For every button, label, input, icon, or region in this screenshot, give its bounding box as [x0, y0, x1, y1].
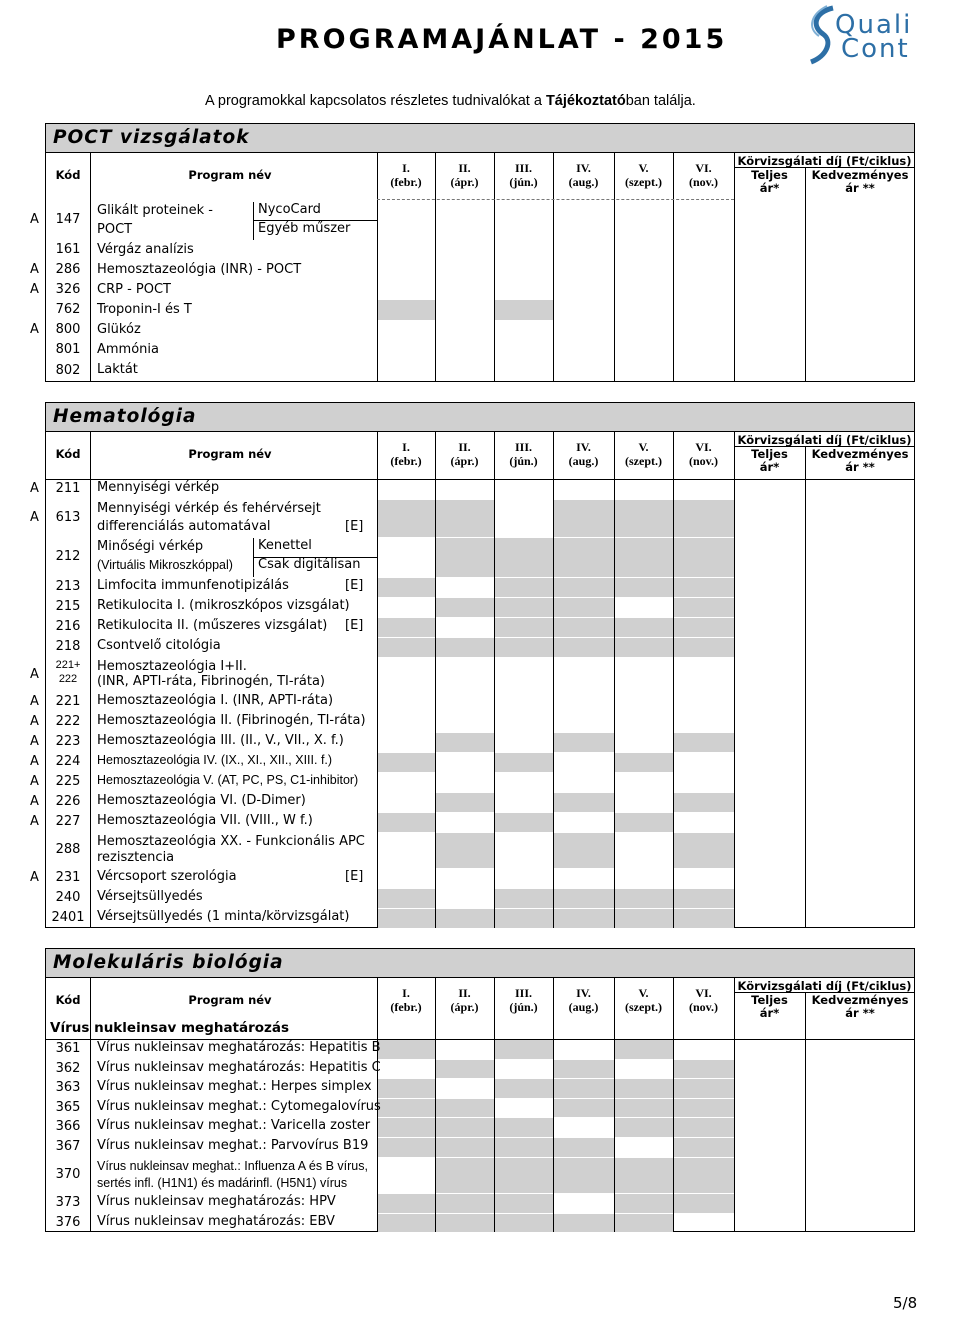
- row-name-line2: (INR, APTI-ráta, Fibrinogén, TI-ráta): [97, 674, 325, 689]
- grid-vline: [494, 432, 495, 928]
- column-header-period-num: IV.: [576, 986, 591, 1000]
- row-name: Mennyiségi vérkép és fehérvérsejt: [97, 501, 321, 516]
- unavailable-cell: [615, 618, 673, 637]
- column-header-full-price: ár*: [759, 1006, 780, 1020]
- row-marker: A: [30, 734, 39, 749]
- row-name: Hemosztazeológia V. (AT, PC, PS, C1-inhibitor): [97, 773, 359, 787]
- column-header-period-num: II.: [458, 161, 471, 175]
- unavailable-cell: [378, 753, 435, 772]
- row-code: 286: [55, 262, 81, 277]
- grid-vline: [494, 153, 495, 382]
- unavailable-cell: [436, 1099, 494, 1117]
- unavailable-cell: [674, 733, 734, 752]
- grid-vline: [805, 992, 806, 1232]
- unavailable-cell: [378, 618, 435, 637]
- row-code: 221: [55, 694, 81, 709]
- row-marker: A: [30, 322, 39, 337]
- row-marker: A: [30, 794, 39, 809]
- row-name: Hemosztazeológia I+II.: [97, 659, 247, 674]
- row-code: 366: [55, 1119, 81, 1134]
- row-name-line2: rezisztencia: [97, 850, 175, 865]
- group-header: Vírus nukleinsav meghatározás: [50, 1020, 290, 1036]
- column-header-period-num: V.: [638, 440, 649, 454]
- column-header-fee: Körvizsgálati díj (Ft/ciklus): [737, 154, 912, 168]
- qualicont-logo: [805, 4, 925, 66]
- row-code: 361: [55, 1041, 81, 1056]
- unavailable-cell: [615, 1214, 673, 1232]
- column-header-period-month: (szept.): [625, 454, 662, 468]
- grid-hline: [734, 992, 915, 993]
- row-code: 216: [55, 619, 81, 634]
- grid-vline: [734, 153, 735, 382]
- column-header-period-month: (aug.): [568, 1000, 599, 1014]
- row-code: 801: [55, 342, 81, 357]
- row-option: NycoCard: [253, 202, 349, 221]
- grid-vline: [553, 153, 554, 382]
- row-marker: A: [30, 262, 39, 277]
- row-name: Vércsoport szerológia: [97, 869, 237, 884]
- unavailable-cell: [674, 618, 734, 637]
- row-name: Vírus nukleinsav meghatározás: EBV: [97, 1213, 335, 1229]
- column-header-period-month: (jún.): [509, 454, 538, 468]
- row-tag-e: [E]: [345, 578, 364, 593]
- unavailable-cell: [495, 578, 553, 597]
- unavailable-cell: [378, 500, 435, 537]
- unavailable-cell: [436, 833, 494, 868]
- row-name: Hemosztazeológia VI. (D-Dimer): [97, 793, 306, 808]
- column-header-period-num: I.: [402, 440, 410, 454]
- unavailable-cell: [436, 793, 494, 812]
- section-title-bar: [46, 403, 914, 432]
- unavailable-cell: [436, 598, 494, 617]
- unavailable-cell: [674, 638, 734, 657]
- unavailable-cell: [554, 909, 614, 928]
- row-code: 367: [55, 1139, 81, 1154]
- row-code: 373: [55, 1195, 81, 1210]
- unavailable-cell: [674, 1138, 734, 1157]
- column-header-discount-price: ár **: [845, 181, 875, 195]
- unavailable-cell: [436, 1214, 494, 1232]
- grid-vline: [673, 153, 674, 382]
- grid-vline: [805, 167, 806, 382]
- unavailable-cell: [615, 500, 673, 537]
- unavailable-cell: [674, 538, 734, 577]
- section-title: Molekuláris biológia: [53, 952, 284, 973]
- column-header-full-price: Teljes: [751, 993, 788, 1007]
- unavailable-cell: [436, 909, 494, 928]
- unavailable-cell: [378, 1040, 435, 1059]
- unavailable-cell: [495, 638, 553, 657]
- unavailable-cell: [378, 813, 435, 832]
- row-name: Hemosztazeológia VII. (VIII., W f.): [97, 813, 313, 828]
- column-header-period-month: (jún.): [509, 175, 538, 189]
- row-code: 147: [55, 212, 81, 227]
- row-code: 161: [55, 242, 81, 257]
- grid-vline: [734, 432, 735, 928]
- unavailable-cell: [495, 909, 553, 928]
- row-name-line2: sertés infl. (H1N1) és madárinfl. (H5N1) vírus: [97, 1176, 348, 1190]
- row-name: Vírus nukleinsav meghat.: Varicella zoster: [97, 1118, 371, 1133]
- grid-vline: [377, 153, 378, 382]
- row-marker: A: [30, 714, 39, 729]
- section-title-bar: [46, 949, 914, 978]
- unavailable-cell: [554, 833, 614, 868]
- row-name: Vírus nukleinsav meghat.: Influenza A és B vírus,: [97, 1159, 368, 1173]
- logo-text-cont: Cont: [841, 34, 910, 64]
- unavailable-cell: [436, 733, 494, 752]
- unavailable-cell: [495, 1138, 553, 1157]
- row-code-line2: 222: [58, 673, 78, 685]
- unavailable-cell: [615, 578, 673, 597]
- unavailable-cell: [674, 1118, 734, 1137]
- row-code: 288: [55, 842, 81, 857]
- row-code: 365: [55, 1099, 81, 1115]
- column-header-discount-price: ár **: [845, 1006, 875, 1020]
- column-header-period-month: (aug.): [568, 175, 599, 189]
- grid-hline: [734, 446, 915, 447]
- row-code: 226: [55, 794, 81, 809]
- unavailable-cell: [615, 1079, 673, 1098]
- unavailable-cell: [554, 578, 614, 597]
- row-marker: A: [30, 510, 39, 525]
- column-header-period-num: II.: [458, 440, 471, 454]
- column-header-discount-price: Kedvezményes: [811, 993, 909, 1007]
- row-name: Hemosztazeológia IV. (IX., XI., XII., XIII. f.): [97, 753, 333, 767]
- unavailable-cell: [495, 1194, 553, 1213]
- unavailable-cell: [615, 1158, 673, 1193]
- unavailable-cell: [495, 618, 553, 637]
- column-header-fee: Körvizsgálati díj (Ft/ciklus): [737, 979, 912, 993]
- unavailable-cell: [495, 598, 553, 617]
- unavailable-cell: [495, 1040, 553, 1059]
- row-name: Minőségi vérkép: [97, 539, 204, 554]
- unavailable-cell: [436, 1194, 494, 1213]
- grid-hline: [734, 167, 915, 168]
- column-header-period-month: (febr.): [390, 454, 422, 468]
- unavailable-cell: [554, 1099, 614, 1117]
- row-name: Mennyiségi vérkép: [97, 480, 220, 495]
- unavailable-cell: [674, 909, 734, 928]
- column-header-period-month: (nov.): [688, 454, 718, 468]
- column-header-period-num: III.: [514, 161, 532, 175]
- row-code: 613: [55, 510, 81, 525]
- unavailable-cell: [615, 1040, 673, 1059]
- unavailable-cell: [615, 813, 673, 832]
- unavailable-cell: [495, 1079, 553, 1098]
- row-name: Csontvelő citológia: [97, 638, 221, 653]
- unavailable-cell: [495, 300, 553, 320]
- header-separator: [377, 199, 734, 200]
- column-header-program: Program név: [188, 993, 272, 1007]
- column-header-period-month: (jún.): [509, 1000, 538, 1014]
- unavailable-cell: [436, 500, 494, 537]
- page-number: 5/8: [893, 1294, 918, 1312]
- unavailable-cell: [615, 1099, 673, 1117]
- column-header-period-month: (szept.): [625, 1000, 662, 1014]
- row-name: Vírus nukleinsav meghatározás: Hepatitis C: [97, 1059, 381, 1075]
- column-header-period-num: VI.: [695, 440, 712, 454]
- unavailable-cell: [615, 753, 673, 772]
- row-name: Glikált proteinek -: [97, 203, 213, 218]
- row-code: 227: [55, 814, 81, 829]
- column-header-full-price: Teljes: [751, 447, 788, 461]
- grid-vline: [90, 978, 91, 1232]
- row-option: Kenettel: [253, 538, 377, 558]
- row-code: 363: [55, 1080, 81, 1095]
- row-marker: A: [30, 481, 39, 496]
- unavailable-cell: [674, 889, 734, 908]
- unavailable-cell: [554, 500, 614, 537]
- unavailable-cell: [674, 500, 734, 537]
- row-name: Hemosztazeológia II. (Fibrinogén, TI-ráta): [97, 713, 366, 728]
- row-name: Vírus nukleinsav meghatározás: Hepatitis B: [97, 1040, 381, 1055]
- unavailable-cell: [615, 538, 673, 577]
- row-name: Limfocita immunfenotipizálás: [97, 578, 289, 593]
- grid-vline: [614, 153, 615, 382]
- unavailable-cell: [615, 889, 673, 908]
- unavailable-cell: [495, 813, 553, 832]
- unavailable-cell: [495, 1158, 553, 1193]
- section-title: POCT vizsgálatok: [53, 127, 250, 148]
- row-code: 326: [55, 282, 81, 297]
- row-name: Laktát: [97, 362, 138, 377]
- row-name: Hemosztazeológia I. (INR, APTI-ráta): [97, 693, 334, 708]
- unavailable-cell: [378, 1118, 435, 1137]
- unavailable-cell: [674, 1099, 734, 1117]
- unavailable-cell: [378, 909, 435, 928]
- row-code: 231: [55, 870, 81, 885]
- row-name: Ammónia: [97, 342, 159, 357]
- column-header-fee: Körvizsgálati díj (Ft/ciklus): [737, 433, 912, 447]
- row-option: Egyéb műszer: [253, 221, 377, 240]
- row-code: 221+: [55, 659, 81, 671]
- unavailable-cell: [615, 1194, 673, 1213]
- unavailable-cell: [495, 538, 553, 577]
- column-header-period-num: II.: [458, 986, 471, 1000]
- column-header-program: Program név: [188, 447, 272, 461]
- row-name: Troponin-I és T: [97, 302, 192, 317]
- row-code: 218: [55, 639, 81, 654]
- subtitle: A programokkal kapcsolatos részletes tudnivalókat a Tájékoztatóban találja.: [205, 93, 696, 109]
- row-name: Vírus nukleinsav meghatározás: HPV: [97, 1194, 336, 1209]
- unavailable-cell: [674, 1158, 734, 1193]
- row-code: 222: [55, 714, 81, 729]
- row-marker: A: [30, 694, 39, 709]
- column-header-period-num: VI.: [695, 161, 712, 175]
- row-tag-e: [E]: [345, 869, 364, 884]
- unavailable-cell: [554, 1158, 614, 1193]
- unavailable-cell: [495, 753, 553, 772]
- row-marker: A: [30, 754, 39, 769]
- column-header-kod: Kód: [55, 447, 81, 461]
- row-tag-e: [E]: [345, 618, 364, 633]
- row-name: Vérgáz analízis: [97, 242, 194, 257]
- row-name: Hemosztazeológia (INR) - POCT: [97, 262, 302, 277]
- unavailable-cell: [436, 1118, 494, 1137]
- unavailable-cell: [378, 300, 435, 320]
- row-marker: A: [30, 814, 39, 829]
- column-header-discount-price: ár **: [845, 460, 875, 474]
- row-code: 370: [55, 1167, 81, 1182]
- unavailable-cell: [674, 598, 734, 617]
- unavailable-cell: [554, 1079, 614, 1098]
- unavailable-cell: [674, 833, 734, 868]
- column-header-period-month: (nov.): [688, 175, 718, 189]
- section-title: Hematológia: [53, 406, 197, 427]
- unavailable-cell: [378, 578, 435, 597]
- unavailable-cell: [436, 1060, 494, 1078]
- row-name: Vérsejtsüllyedés (1 minta/körvizsgálat): [97, 909, 350, 924]
- unavailable-cell: [436, 1158, 494, 1193]
- unavailable-cell: [436, 638, 494, 657]
- unavailable-cell: [674, 578, 734, 597]
- row-code: 802: [55, 362, 81, 378]
- grid-vline: [90, 153, 91, 382]
- row-name: Vírus nukleinsav meghat.: Cytomegalovírus: [97, 1098, 381, 1114]
- grid-vline: [90, 432, 91, 928]
- row-option: Csak digitálisan: [253, 557, 377, 577]
- column-header-period-num: VI.: [695, 986, 712, 1000]
- column-header-full-price: ár*: [759, 460, 780, 474]
- column-header-period-num: III.: [514, 440, 532, 454]
- row-code: 362: [55, 1060, 81, 1076]
- column-header-program: Program név: [188, 168, 272, 182]
- column-header-period-num: I.: [402, 161, 410, 175]
- row-name-line2: differenciálás automatával: [97, 519, 271, 534]
- column-header-period-month: (nov.): [688, 1000, 718, 1014]
- row-code: 211: [55, 481, 81, 496]
- row-marker: A: [30, 666, 39, 682]
- row-code: 212: [55, 549, 81, 564]
- unavailable-cell: [495, 889, 553, 908]
- unavailable-cell: [615, 909, 673, 928]
- grid-vline: [734, 978, 735, 1232]
- unavailable-cell: [554, 598, 614, 617]
- unavailable-cell: [615, 1118, 673, 1137]
- unavailable-cell: [674, 1060, 734, 1078]
- column-header-full-price: Teljes: [751, 168, 788, 182]
- row-name: CRP - POCT: [97, 282, 171, 297]
- column-header-period-month: (febr.): [390, 175, 422, 189]
- column-header-period-month: (ápr.): [450, 1000, 479, 1014]
- unavailable-cell: [495, 1118, 553, 1137]
- unavailable-cell: [378, 1194, 435, 1213]
- row-code: 2401: [51, 910, 85, 925]
- row-name: Hemosztazeológia III. (II., V., VII., X. f.): [97, 733, 344, 748]
- row-marker: A: [30, 870, 39, 885]
- logo-text-quali: Quali: [835, 10, 913, 40]
- column-header-kod: Kód: [55, 168, 81, 182]
- column-header-period-month: (szept.): [625, 175, 662, 189]
- unavailable-cell: [554, 1214, 614, 1232]
- unavailable-cell: [378, 1099, 435, 1117]
- row-code: 215: [55, 599, 81, 614]
- column-header-period-num: IV.: [576, 440, 591, 454]
- unavailable-cell: [378, 1214, 435, 1232]
- row-marker: A: [30, 282, 39, 297]
- column-header-period-month: (febr.): [390, 1000, 422, 1014]
- unavailable-cell: [554, 793, 614, 812]
- unavailable-cell: [674, 793, 734, 812]
- row-name: Vérsejtsüllyedés: [97, 889, 203, 904]
- unavailable-cell: [378, 1079, 435, 1098]
- unavailable-cell: [436, 538, 494, 577]
- grid-hline: [253, 220, 377, 221]
- unavailable-cell: [436, 1138, 494, 1157]
- column-header-period-num: IV.: [576, 161, 591, 175]
- unavailable-cell: [674, 1194, 734, 1213]
- column-header-discount-price: Kedvezményes: [811, 168, 909, 182]
- row-code: 213: [55, 579, 81, 594]
- column-header-period-month: (ápr.): [450, 175, 479, 189]
- column-header-kod: Kód: [55, 993, 81, 1007]
- row-name: Retikulocita I. (mikroszkópos vizsgálat): [97, 598, 350, 613]
- row-name: Retikulocita II. (műszeres vizsgálat): [97, 618, 328, 633]
- column-header-period-num: V.: [638, 161, 649, 175]
- unavailable-cell: [554, 1060, 614, 1078]
- row-name: Vírus nukleinsav meghat.: Parvovírus B19: [97, 1138, 369, 1153]
- unavailable-cell: [554, 889, 614, 908]
- page-title: PROGRAMAJÁNLAT - 2015: [276, 24, 728, 55]
- column-header-discount-price: Kedvezményes: [811, 447, 909, 461]
- row-code: 225: [55, 774, 81, 789]
- row-code: 376: [55, 1214, 81, 1230]
- column-header-period-num: I.: [402, 986, 410, 1000]
- column-header-period-month: (aug.): [568, 454, 599, 468]
- unavailable-cell: [554, 618, 614, 637]
- row-marker: A: [30, 774, 39, 789]
- row-name: Hemosztazeológia XX. - Funkcionális APC: [97, 834, 365, 849]
- row-tag-e: [E]: [345, 519, 364, 534]
- unavailable-cell: [378, 1138, 435, 1157]
- row-name: Vírus nukleinsav meghat.: Herpes simplex: [97, 1079, 372, 1094]
- column-header-full-price: ár*: [759, 181, 780, 195]
- row-code: 240: [55, 890, 81, 905]
- column-header-period-month: (ápr.): [450, 454, 479, 468]
- unavailable-cell: [674, 1079, 734, 1098]
- grid-vline: [435, 153, 436, 382]
- row-code: 800: [55, 322, 81, 337]
- unavailable-cell: [554, 638, 614, 657]
- row-code: 223: [55, 734, 81, 749]
- row-name-line2: POCT: [97, 222, 133, 237]
- unavailable-cell: [495, 1214, 553, 1232]
- row-code: 224: [55, 754, 81, 769]
- unavailable-cell: [378, 889, 435, 908]
- row-name: Glükóz: [97, 322, 141, 337]
- unavailable-cell: [554, 733, 614, 752]
- section-title-bar: [46, 124, 914, 153]
- column-header-period-num: III.: [514, 986, 532, 1000]
- unavailable-cell: [615, 638, 673, 657]
- unavailable-cell: [554, 538, 614, 577]
- row-marker: A: [30, 212, 39, 227]
- grid-vline: [805, 446, 806, 928]
- row-name-line2: (Virtuális Mikroszkóppal): [97, 558, 233, 572]
- row-code: 762: [55, 302, 81, 317]
- column-header-period-num: V.: [638, 986, 649, 1000]
- unavailable-cell: [378, 638, 435, 657]
- unavailable-cell: [554, 1138, 614, 1157]
